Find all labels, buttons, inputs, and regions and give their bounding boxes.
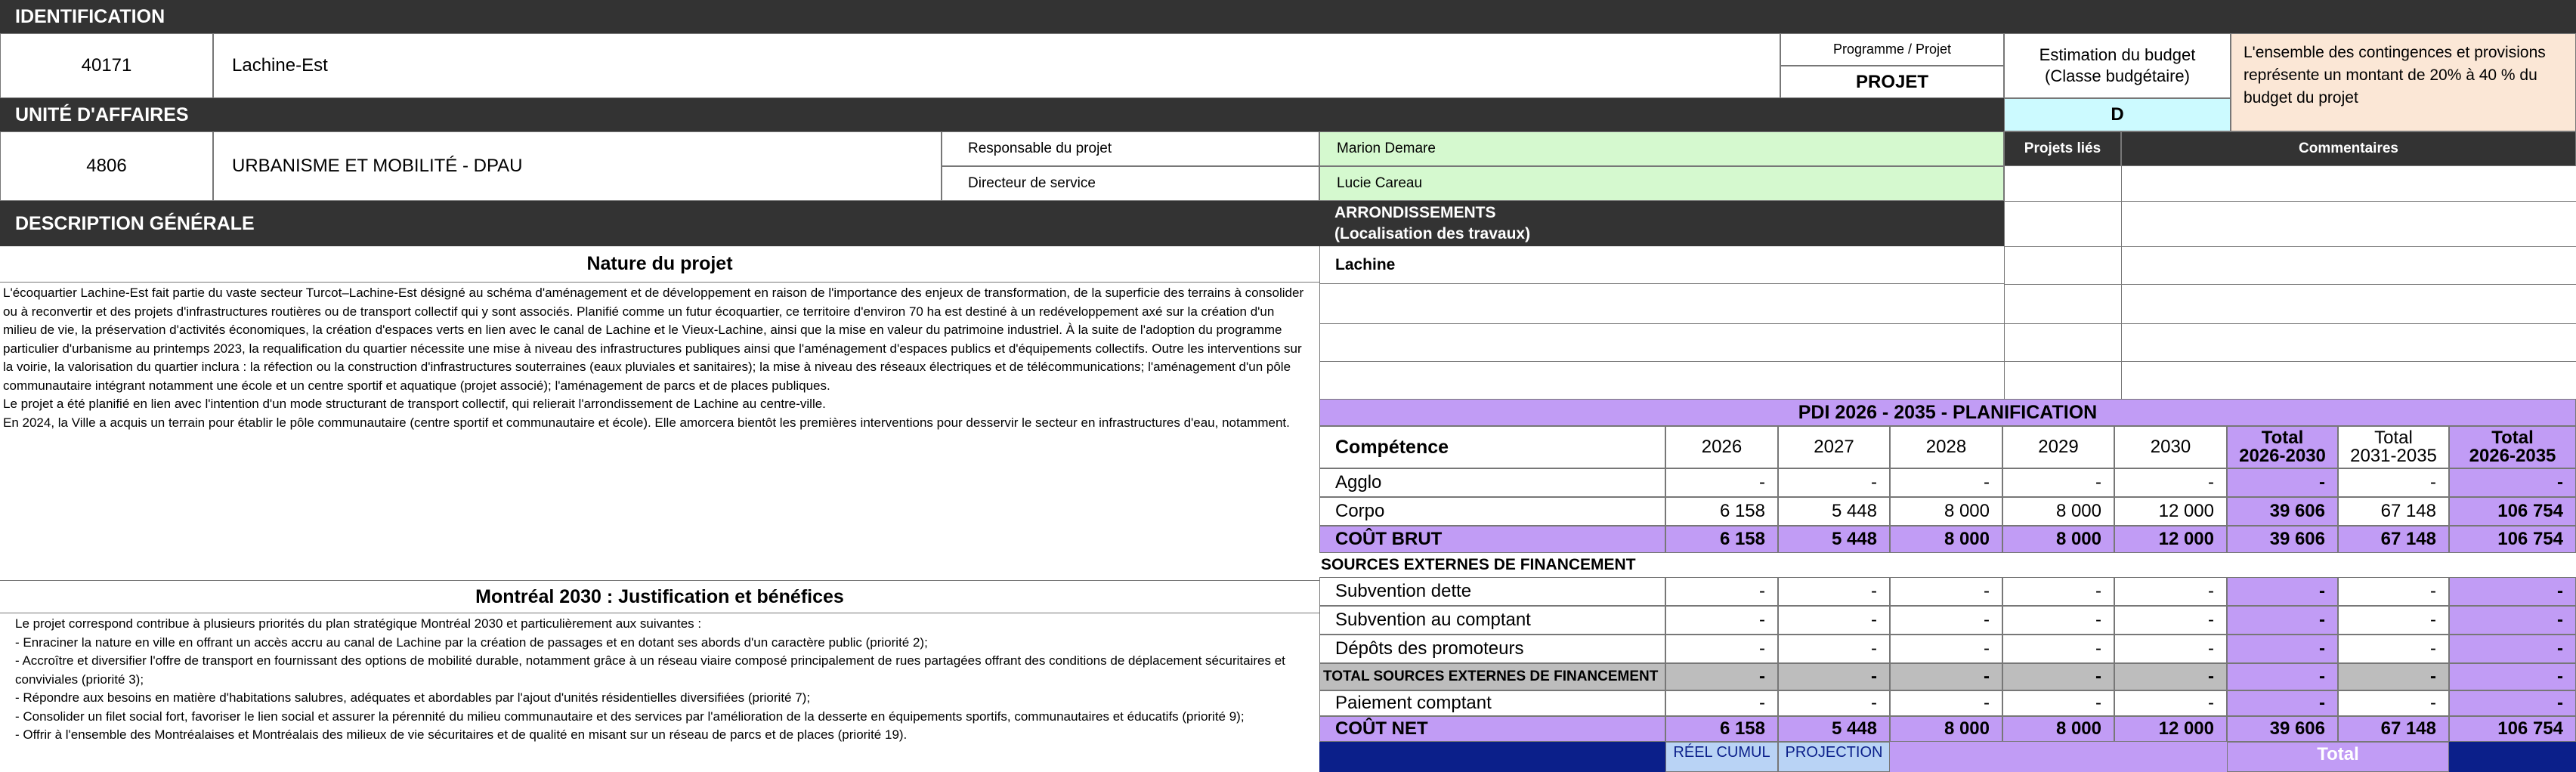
pdi-cell: 12 000 [2114,716,2227,742]
identification-header: IDENTIFICATION [0,0,2576,33]
pdi-cell: 67 148 [2338,716,2449,742]
projection-header: PROJECTION [1778,742,1890,772]
pdi-cell: - [1778,606,1890,635]
pdi-row-label: Dépôts des promoteurs [1319,635,1665,663]
pdi-cell: - [2114,690,2227,716]
pdi-cell: - [1665,606,1778,635]
total-header-line1: Total [2261,428,2304,448]
pdi-cell: - [2338,606,2449,635]
pdi-cell: 6 158 [1665,526,1778,553]
business-unit-code: 4806 [0,131,213,201]
pdi-cell: - [2449,468,2576,497]
sources-header: SOURCES EXTERNES DE FINANCEMENT [1321,556,1636,573]
pdi-cell: - [1890,690,2002,716]
pdi-cell: 106 754 [2449,497,2576,526]
pdi-cell: - [2002,577,2114,606]
budget-class-value: D [2004,98,2231,131]
description-header: DESCRIPTION GÉNÉRALE [0,201,1319,246]
pdi-cell: 106 754 [2449,526,2576,553]
real-cumul-header: RÉEL CUMUL [1665,742,1778,772]
pdi-cell: 5 448 [1778,526,1890,553]
business-unit-name: URBANISME ET MOBILITÉ - DPAU [213,131,942,201]
pdi-cell: - [2449,606,2576,635]
pdi-cell: 8 000 [1890,497,2002,526]
pdi-cell: - [2338,663,2449,690]
pdi-cell: - [1665,635,1778,663]
programme-label: Programme / Projet [1780,33,2004,66]
pdi-cell: - [2227,468,2338,497]
pdi-row-label: COÛT BRUT [1319,526,1665,553]
grid-line [2004,323,2576,324]
year-header: 2026 [1665,426,1778,468]
grid-line [2004,284,2576,285]
pdi-cell: - [1890,606,2002,635]
pdi-cell: - [2114,663,2227,690]
pdi-cell: - [2227,635,2338,663]
pdi-cell: - [2227,690,2338,716]
pdi-cell: - [1778,690,1890,716]
pdi-cell: - [2338,468,2449,497]
pdi-cell: - [2002,468,2114,497]
arrondissements-header [1319,201,2004,246]
grid-line [2004,201,2576,202]
pdi-cell: - [2114,606,2227,635]
pdi-cell: - [1665,577,1778,606]
director-label: Directeur de service [942,166,1319,201]
total-header-line1: Total [2374,428,2413,448]
pdi-cell: 8 000 [2002,497,2114,526]
arrondissements-header-line2: (Localisation des travaux) [1334,225,1531,242]
pdi-title: PDI 2026 - 2035 - PLANIFICATION [1319,399,2576,426]
total-header-line2: 2031-2035 [2350,446,2437,466]
total-header-line2: 2026-2030 [2239,446,2326,466]
pdi-footer-band [1319,742,1665,772]
pdi-cell: - [2338,577,2449,606]
grid-line [1319,323,2004,324]
pdi-table [1319,426,2576,770]
pdi-cell: 12 000 [2114,497,2227,526]
year-header: 2027 [1778,426,1890,468]
pdi-cell: - [1665,468,1778,497]
pdi-cell: 6 158 [1665,716,1778,742]
budget-label-line2: (Classe budgétaire) [2045,66,2190,85]
linked-projects-header: Projets liés [2004,131,2121,166]
footer-total-header: Total [2227,742,2449,772]
arrondissements-header-line1: ARRONDISSEMENTS [1334,204,1496,221]
director-value: Lucie Careau [1319,166,2004,201]
pdi-row-label: TOTAL SOURCES EXTERNES DE FINANCEMENT [1319,663,1665,690]
pdi-cell: 8 000 [2002,716,2114,742]
contingency-note: L'ensemble des contingences et provisions représente un montant de 20% à 40 % du budget du projet [2231,33,2576,131]
justification-title: Montréal 2030 : Justification et bénéfices [0,580,1319,613]
justification-text: Le projet correspond contribue à plusieurs priorités du plan stratégique Montréal 2030 et particulièrement aux suivantes : - Enraciner la nature en ville en offrant un accès accru au canal de Lachine par la création de passages et en dotant ses abords d'un caractère public (priorité 2); - Accroître et diversifier l'offre de transport en fournissant des options de mobilité durable, notamment grâce à un réseau viaire composé principalement de rues partagées offrant des conditions de déplacement sécuritaires et conviviales (priorité 3); - Répondre aux besoins en matière d'habitations salubres, adéquates et abordables par l'ajout d'unités résidentielles diversifiées (priorité 7); - Consolider un filet social fort, favoriser le lien social et assurer la pérennité du milieu communautaire et des services par l'amélioration de la desserte en équipements sportifs, communautaires et éducatifs (priorité 9); - Offrir à l'ensemble des Montréalaises et Montréalais des milieux de vie sécuritaires et de qualité en misant sur un réseau de parcs et de places (priorité 19). [15,616,1285,742]
pdi-cell: - [1890,635,2002,663]
pdi-cell: 67 148 [2338,497,2449,526]
pdi-cell: 8 000 [1890,526,2002,553]
pdi-cell: - [1665,663,1778,690]
comments-header: Commentaires [2121,131,2576,166]
pdi-cell: 5 448 [1778,497,1890,526]
competence-label: Compétence [1319,426,1665,468]
arrondissement-item: Lachine [1319,246,2004,284]
pdi-cell: - [2227,606,2338,635]
pdi-cell: 12 000 [2114,526,2227,553]
year-header: 2030 [2114,426,2227,468]
pdi-row-label: Agglo [1319,468,1665,497]
pdi-cell: - [1778,635,1890,663]
pdi-cell: - [1665,690,1778,716]
total-header-line2: 2026-2035 [2469,446,2556,466]
pdi-footer-band [2449,742,2576,772]
pdi-cell: - [1890,663,2002,690]
total-2026-2030-header [2227,426,2338,468]
manager-label: Responsable du projet [942,131,1319,166]
pdi-cell: 67 148 [2338,526,2449,553]
pdi-cell: - [2449,663,2576,690]
programme-value: PROJET [1780,66,2004,98]
budget-label-line1: Estimation du budget [2039,45,2196,64]
nature-title: Nature du projet [0,246,1319,283]
business-unit-header: UNITÉ D'AFFAIRES [0,98,2004,131]
manager-value: Marion Demare [1319,131,2004,166]
pdi-cell: - [1778,663,1890,690]
pdi-cell: - [2114,635,2227,663]
year-header: 2029 [2002,426,2114,468]
pdi-cell: - [2227,577,2338,606]
pdi-row-label: Subvention au comptant [1319,606,1665,635]
nature-text: L'écoquartier Lachine-Est fait partie du vaste secteur Turcot–Lachine-Est désigné au schéma d'aménagement et de développement en raison de l'importance des enjeux de transformation, de la superficie des terrains à consolider ou à reconvertir et des projets d'infrastructures routières ou de transport collectif qui y sont associés. Planifié comme un futur écoquartier, ce territoire d'environ 70 ha est destiné à un redéveloppement axé sur la création d'un milieu de vie, la préservation d'activités économiques, la création d'espaces verts en lien avec le canal de Lachine et le Vieux-Lachine, ainsi que la mise en valeur du patrimoine industriel. À la suite de l'adoption du programme particulier d'urbanisme au printemps 2023, la requalification du quartier nécessite une mise à niveau des infrastructures publiques ainsi que l'aménagement d'espaces publics et d'équipements collectifs. Outre les interventions sur la voirie, la valorisation du quartier inclura : la réfection ou la construction d'infrastructures souterraines (eaux pluviales et sanitaires); la mise à niveau des réseaux électriques et de télécommunications; l'aménagement d'un pôle communautaire intégrant notamment une école et un centre sportif et aquatique (projet associé); l'aménagement de parcs et de places publiques. Le projet a été planifié en lien avec l'intention d'un mode structurant de transport collectif, qui relierait l'arrondissement de Lachine au centre-ville. En 2024, la Ville a acquis un terrain pour établir le pôle communautaire (centre sportif et communautaire et école). Elle amorcera bientôt les premières interventions pour desservir le secteur en infrastructures d'eau, notamment. [3,286,1304,430]
pdi-cell: - [2002,690,2114,716]
pdi-cell: - [2338,635,2449,663]
pdi-cell: - [2449,577,2576,606]
pdi-cell: - [2114,468,2227,497]
grid-line [2004,246,2576,247]
pdi-cell: - [2449,690,2576,716]
pdi-cell: 39 606 [2227,716,2338,742]
pdi-cell: - [2002,606,2114,635]
pdi-cell: 106 754 [2449,716,2576,742]
total-header-line1: Total [2491,428,2534,448]
pdi-cell: - [1778,577,1890,606]
year-header: 2028 [1890,426,2002,468]
pdi-row-label: Corpo [1319,497,1665,526]
grid-line [1319,361,2004,362]
pdi-cell: 8 000 [2002,526,2114,553]
pdi-cell: - [1890,468,2002,497]
pdi-cell: - [2002,635,2114,663]
pdi-cell: - [1890,577,2002,606]
grid-line [2004,361,2576,362]
pdi-cell: 39 606 [2227,526,2338,553]
pdi-cell: - [2449,635,2576,663]
pdi-cell: 8 000 [1890,716,2002,742]
project-number: 40171 [0,33,213,98]
pdi-row-label: COÛT NET [1319,716,1665,742]
grid-line [1319,284,1320,399]
budget-label [2004,33,2231,98]
total-2026-2035-header [2449,426,2576,468]
pdi-cell: 6 158 [1665,497,1778,526]
pdi-cell: - [1778,468,1890,497]
project-name: Lachine-Est [213,33,1780,98]
pdi-cell: - [2114,577,2227,606]
pdi-row-label: Subvention dette [1319,577,1665,606]
total-2031-2035-header [2338,426,2449,468]
pdi-cell: - [2227,663,2338,690]
pdi-cell: 39 606 [2227,497,2338,526]
pdi-row-label: Paiement comptant [1319,690,1665,716]
pdi-cell: - [2002,663,2114,690]
pdi-cell: - [2338,690,2449,716]
pdi-cell: 5 448 [1778,716,1890,742]
